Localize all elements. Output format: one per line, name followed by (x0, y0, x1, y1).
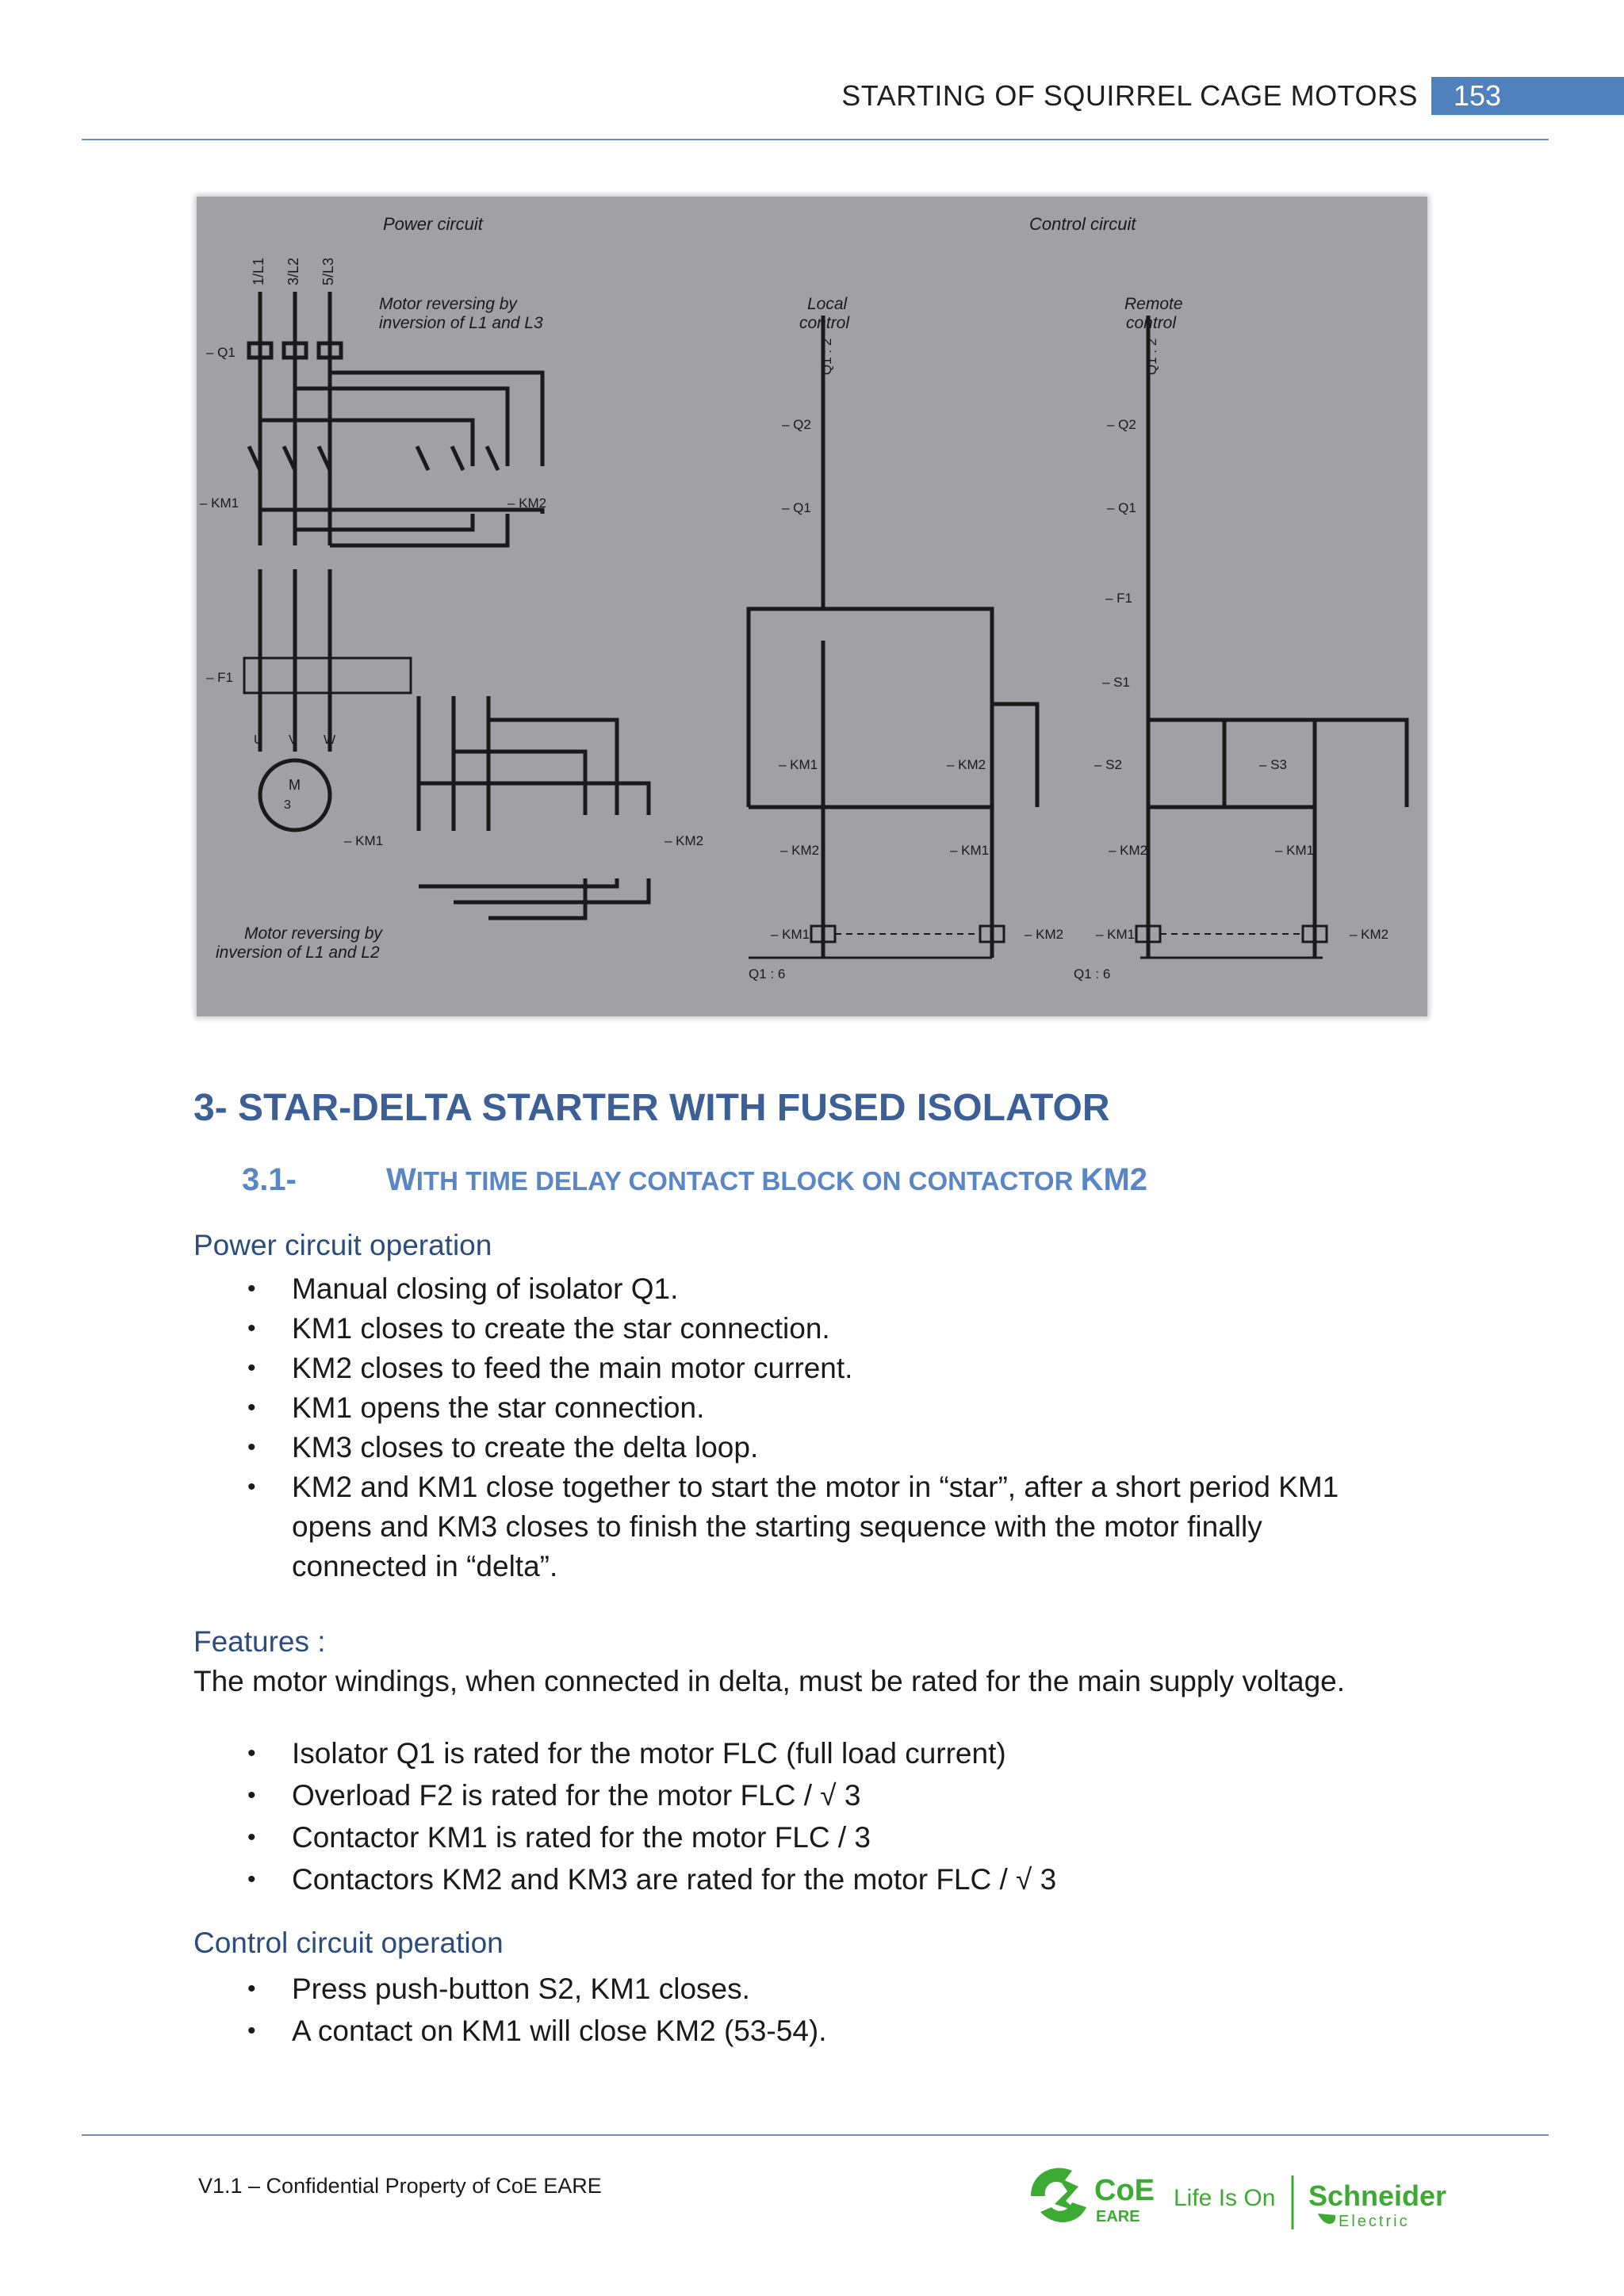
label-km2-lower: – KM2 (665, 833, 704, 848)
label-s1: – S1 (1102, 675, 1130, 690)
label-s3: – S3 (1259, 757, 1287, 772)
list-item: • Contactor KM1 is rated for the motor FLC / 3 (238, 1816, 1427, 1858)
label-km1-local: – KM1 (779, 757, 818, 772)
control-operation-title: Control circuit operation (193, 1927, 504, 1959)
label-km1-lower: – KM1 (344, 833, 384, 848)
label-q1-remote: – Q1 (1107, 500, 1136, 515)
phase-label-l3: 5/L3 (320, 257, 336, 285)
label-km1-interlock-local: – KM1 (950, 843, 990, 858)
label-km2-coil-remote: – KM2 (1350, 927, 1389, 942)
list-item: • Isolator Q1 is rated for the motor FLC (full load current) (238, 1732, 1427, 1774)
label-km2-local: – KM2 (947, 757, 986, 772)
label-q1-2-remote: Q1 : 2 (1144, 338, 1159, 375)
label-km2-coil-local: – KM2 (1025, 927, 1064, 942)
subsection-title-km2: KM2 (1080, 1162, 1148, 1197)
label-q2-remote: – Q2 (1107, 417, 1136, 432)
section-heading: 3- STAR-DELTA STARTER WITH FUSED ISOLATOR (193, 1087, 1110, 1129)
eare-wordmark: EARE (1096, 2208, 1140, 2225)
list-item: • Manual closing of isolator Q1. (238, 1269, 1427, 1309)
list-item: • KM3 closes to create the delta loop. (238, 1428, 1427, 1468)
label-km1-coil-local: – KM1 (771, 927, 810, 942)
label-f1-remote: – F1 (1105, 591, 1133, 606)
label-km1-power: – KM1 (200, 496, 239, 511)
control-operation-list (238, 1968, 1427, 2052)
label-q1-6-local: Q1 : 6 (749, 966, 786, 982)
remote-control-line2: control (1126, 314, 1177, 332)
list-item: • A contact on KM1 will close KM2 (53-54). (238, 2010, 1427, 2052)
label-f1: – F1 (206, 670, 234, 685)
motor-label: M (289, 777, 301, 793)
label-km1-coil-remote: – KM1 (1096, 927, 1136, 942)
life-is-on-tagline: Life Is On (1174, 2185, 1276, 2211)
schneider-wordmark: Schneider (1308, 2179, 1447, 2212)
label-q1-2-local: Q1 : 2 (819, 338, 834, 375)
list-item: • KM1 opens the star connection. (238, 1388, 1427, 1428)
subsection-title-smallcaps: ITH TIME DELAY CONTACT BLOCK ON CONTACTOR (416, 1166, 1081, 1196)
remote-control-line1: Remote (1124, 295, 1183, 313)
motor-reversing-l1-l3-line1: Motor reversing by (379, 295, 517, 313)
phase-label-l1: 1/L1 (251, 257, 266, 285)
local-control-line2: control (799, 314, 850, 332)
page-number-badge: 153 (1431, 77, 1624, 115)
terminal-v: V (289, 733, 297, 747)
header-rule (82, 139, 1549, 140)
wiring-diagram (197, 197, 1427, 1016)
features-list (238, 1732, 1427, 1900)
label-km2-power: – KM2 (508, 496, 547, 511)
features-title: Features : (193, 1625, 326, 1658)
terminal-u: U (254, 733, 263, 747)
motor-reversing-l1-l2-line1: Motor reversing by (244, 924, 382, 943)
list-item: • Contactors KM2 and KM3 are rated for the motor FLC / √ 3 (238, 1858, 1427, 1900)
motor-reversing-l1-l3-line2: inversion of L1 and L3 (379, 314, 543, 332)
power-operation-list (238, 1269, 1427, 1586)
list-item: • KM2 and KM1 close together to start the motor in “star”, after a short period KM1 opens and KM3 closes to finish the starting sequence with the motor finally connected in “delta”. (238, 1468, 1402, 1586)
label-km1-interlock-remote: – KM1 (1275, 843, 1315, 858)
label-q1-local: – Q1 (782, 500, 811, 515)
terminal-w: W (324, 733, 336, 747)
subsection-heading (242, 1162, 1147, 1198)
coe-wordmark: CoE (1094, 2174, 1155, 2207)
label-q1-6-remote: Q1 : 6 (1074, 966, 1111, 982)
electric-wordmark: Electric (1339, 2213, 1410, 2230)
subsection-number: 3.1- (242, 1162, 297, 1197)
footer-rule (82, 2134, 1549, 2136)
footer-logos (1023, 2156, 1467, 2236)
coe-logo-icon (1031, 2168, 1086, 2222)
running-header: STARTING OF SQUIRREL CAGE MOTORS (841, 79, 1418, 112)
local-control-line1: Local (807, 295, 848, 313)
footer-confidential-text: V1.1 – Confidential Property of CoE EARE (198, 2174, 602, 2198)
label-q1: – Q1 (206, 345, 236, 360)
list-item: • KM2 closes to feed the main motor current. (238, 1349, 1427, 1388)
subsection-title-initial: W (386, 1162, 416, 1197)
phase-label-l2: 3/L2 (285, 257, 301, 285)
power-operation-title: Power circuit operation (193, 1229, 492, 1261)
list-item: • KM1 closes to create the star connection. (238, 1309, 1427, 1349)
schneider-leaf-icon (1318, 2214, 1335, 2224)
power-circuit-title: Power circuit (383, 214, 483, 234)
label-km2-interlock-local: – KM2 (780, 843, 820, 858)
motor-reversing-l1-l2-line2: inversion of L1 and L2 (216, 943, 380, 962)
label-s2: – S2 (1094, 757, 1122, 772)
label-km2-interlock-remote: – KM2 (1109, 843, 1148, 858)
motor-phase-label: 3 (284, 798, 291, 812)
features-text: The motor windings, when connected in delta, must be rated for the main supply voltage. (193, 1665, 1346, 1697)
label-q2-local: – Q2 (782, 417, 811, 432)
control-circuit-title: Control circuit (1029, 214, 1136, 234)
list-item: • Overload F2 is rated for the motor FLC / √ 3 (238, 1774, 1427, 1816)
list-item: • Press push-button S2, KM1 closes. (238, 1968, 1427, 2010)
